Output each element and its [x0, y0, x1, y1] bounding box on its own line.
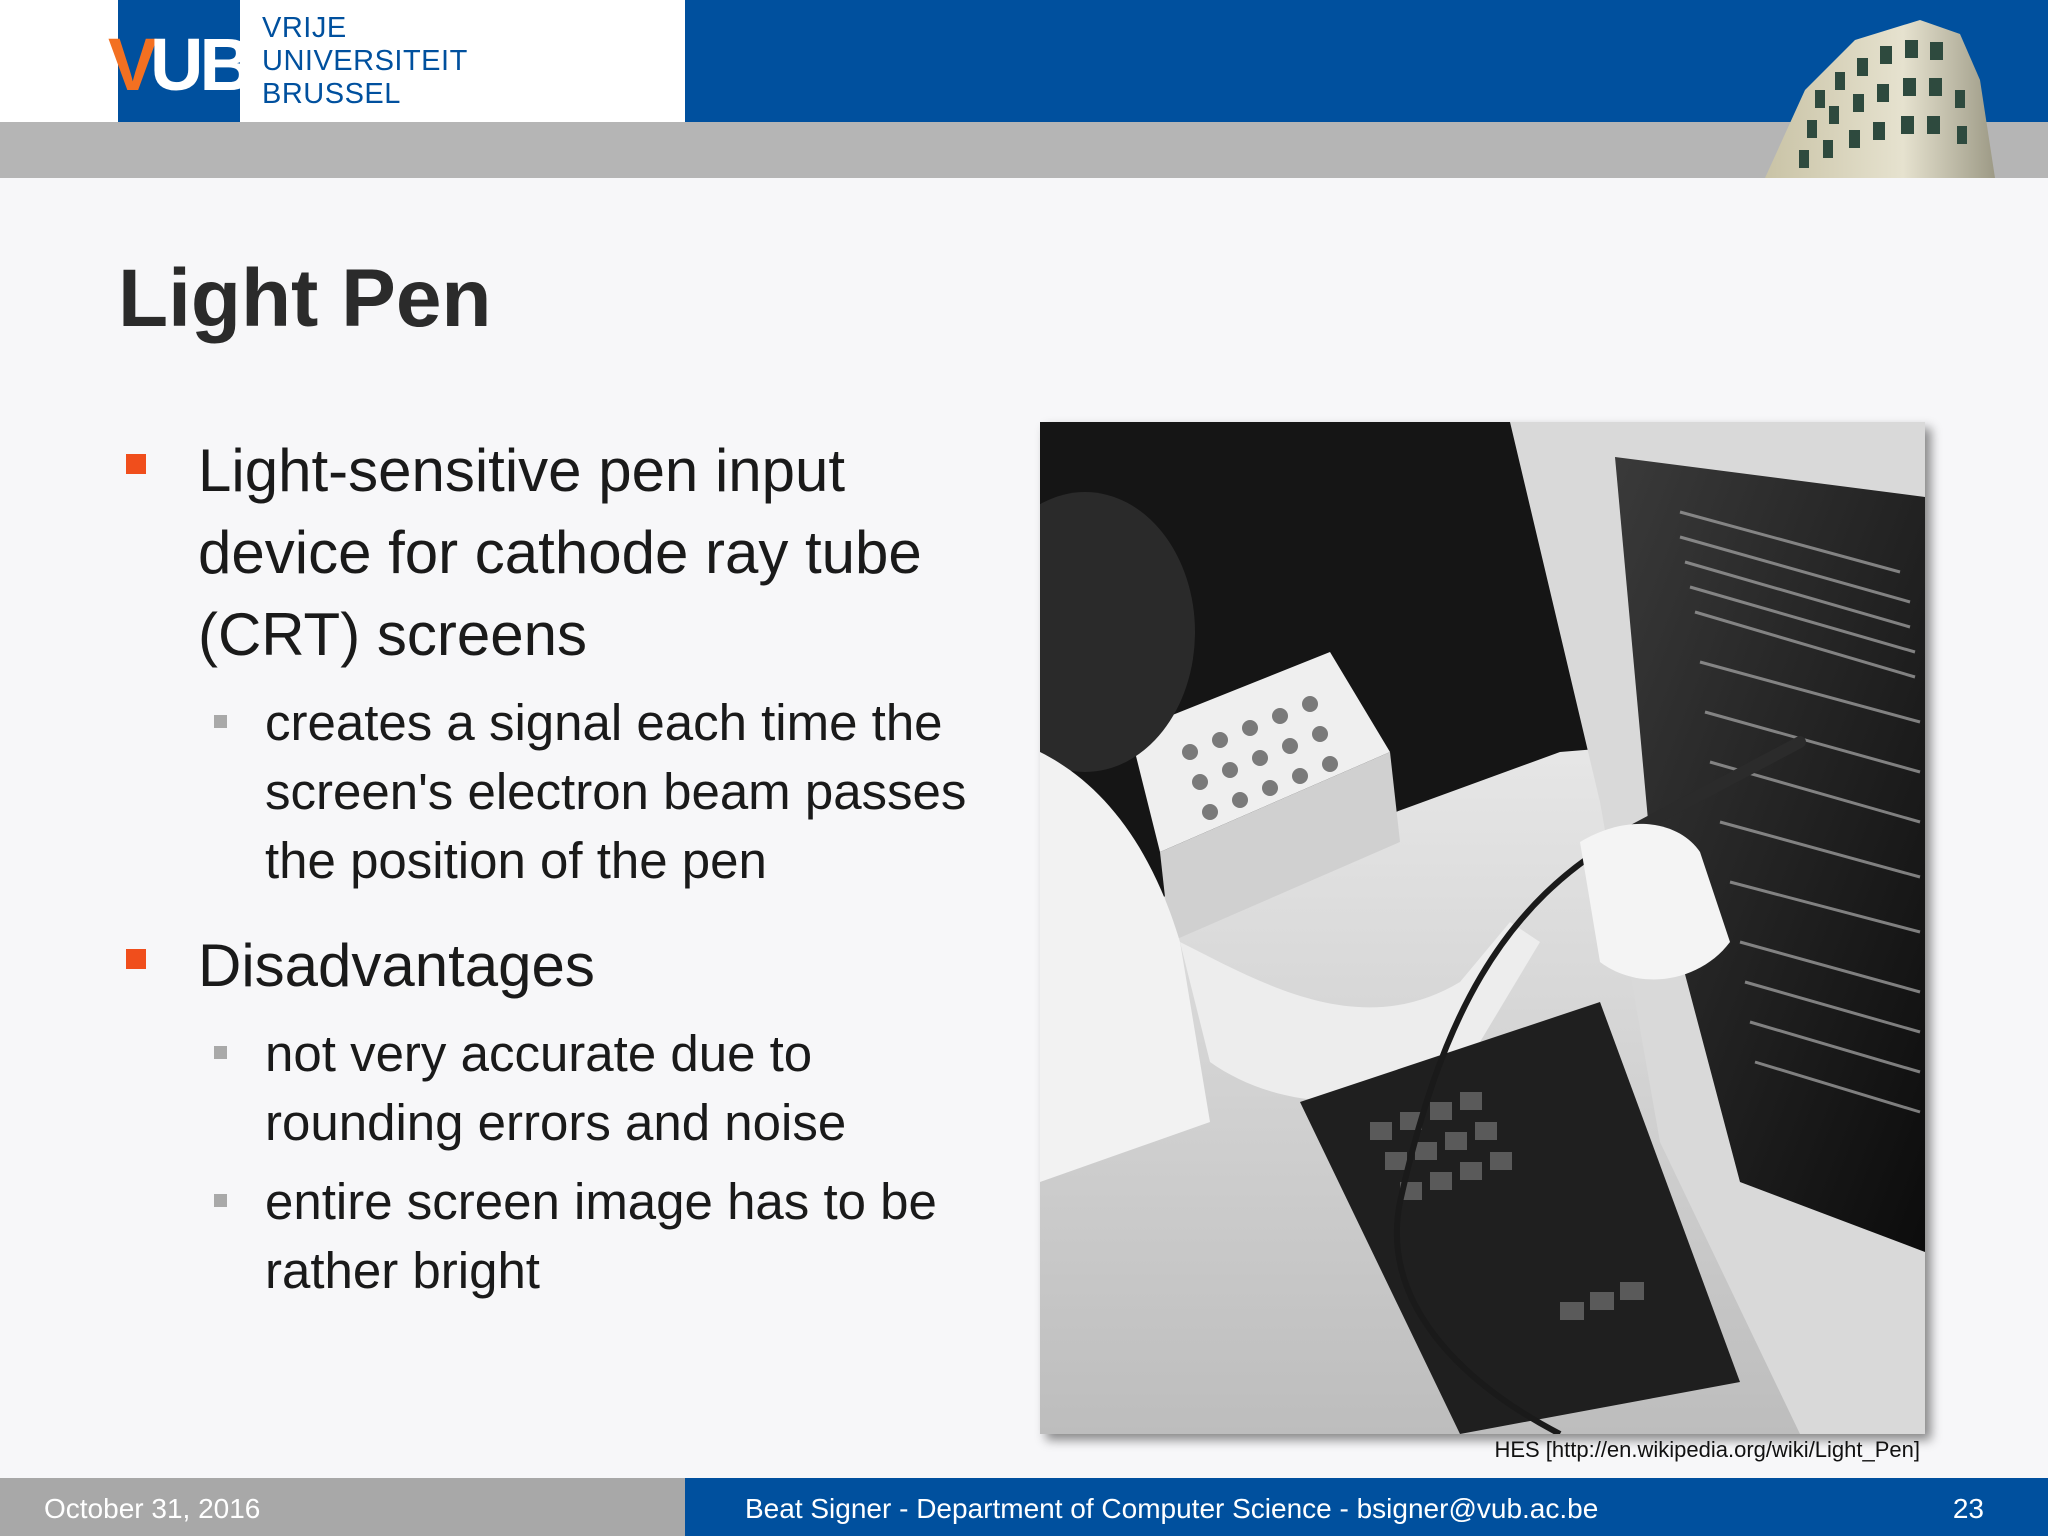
bullet-item — [118, 430, 978, 676]
sub-bullet-text: creates a signal each time the screen's electron beam passes the position of the pen — [265, 694, 967, 889]
vub-logo-ub: UB — [150, 23, 249, 106]
orange-square-bullet-icon — [126, 949, 146, 969]
bullet-item — [118, 925, 978, 1007]
sub-bullet-text: not very accurate due to rounding errors and noise — [265, 1025, 847, 1151]
light-pen-photo — [1040, 422, 1925, 1434]
university-name-line3: BRUSSEL — [262, 78, 401, 110]
header-grey-band — [0, 122, 2048, 178]
slide-title: Light Pen — [118, 253, 492, 344]
university-name — [262, 12, 468, 111]
sub-bullet-item — [118, 1167, 978, 1305]
image-caption: HES [http://en.wikipedia.org/wiki/Light_Pen] — [1494, 1437, 1920, 1462]
university-name-line2: UNIVERSITEIT — [262, 45, 468, 77]
sub-bullet-text: entire screen image has to be rather bright — [265, 1173, 937, 1299]
page-number: 23 — [1952, 1493, 1984, 1524]
grey-square-bullet-icon — [214, 1194, 227, 1207]
university-name-line1: VRIJE — [262, 12, 347, 44]
light-pen-photo-illustration — [1040, 422, 1925, 1434]
orange-square-bullet-icon — [126, 454, 146, 474]
vub-logo-v: V — [108, 23, 154, 106]
sub-bullet-item — [118, 1019, 978, 1157]
grey-square-bullet-icon — [214, 715, 227, 728]
grey-square-bullet-icon — [214, 1046, 227, 1059]
sub-bullet-item — [118, 688, 978, 895]
bullet-text: Light-sensitive pen input device for cathode ray tube (CRT) screens — [198, 437, 922, 668]
footer-date: October 31, 2016 — [44, 1493, 261, 1524]
building-photo — [1745, 20, 2005, 178]
bullet-text: Disadvantages — [198, 932, 595, 999]
footer-author-info: Beat Signer - Department of Computer Science - bsigner@vub.ac.be — [745, 1493, 1599, 1524]
slide-bullet-list — [118, 430, 978, 1315]
